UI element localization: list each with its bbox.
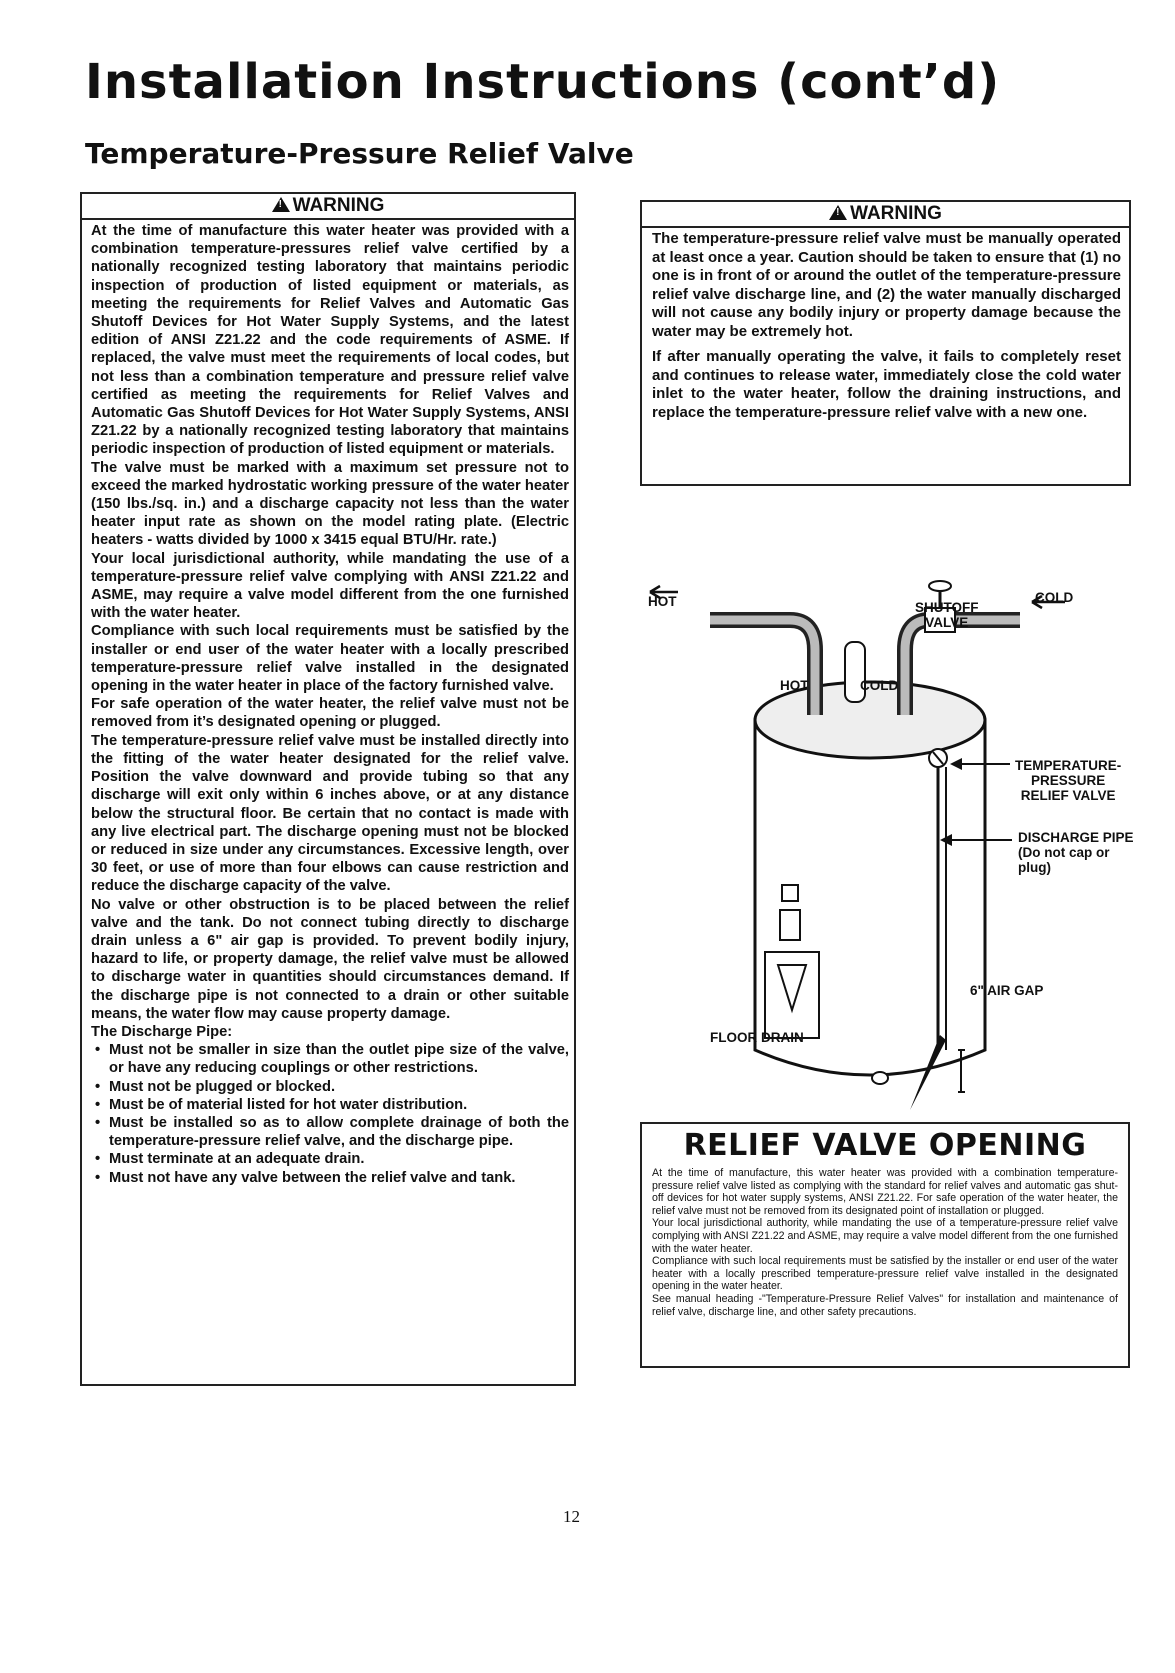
cold-label: COLD: [1035, 590, 1074, 605]
right-warning-heading: [642, 202, 1129, 228]
list-item: • Must not be smaller in size than the outlet pipe size of the valve, or have any reducing couplings or other restrictions.: [91, 1041, 569, 1077]
hot-label: HOT: [648, 594, 677, 609]
left-warning-heading: [82, 194, 574, 220]
discharge-pipe-list: [91, 1041, 569, 1187]
relief-valve-paragraph: At the time of manufacture, this water heater was provided with a combination temperature-pressure relief valve listed as complying with the standard for relief valves and automatic gas shut-off devices for hot water supply systems, ANSI Z21.22. For safe operation of the water heater, the relief valve must not be removed from its designated point of installation or plugged.: [652, 1167, 1118, 1217]
air-gap-label: 6" AIR GAP: [970, 983, 1044, 998]
right-warning-paragraph: The temperature-pressure relief valve must be manually operated at least once a year. Caution should be taken to ensure that (1) no one is in front of or around the outlet of the temperature-pressure relief valve discharge line, and (2) the water manually discharged will not cause any bodily injury or property damage because the water may be extremely hot.: [652, 230, 1121, 340]
left-warning-body: [82, 220, 574, 1191]
left-warning-paragraph: The valve must be marked with a maximum set pressure not to exceed the marked hydrostatic working pressure of the water heater (150 lbs./sq. in.) and a discharge capacity not less than the water heater input rate as shown on the model rating plate. (Electric heaters - watts divided by 1000 x 3415 equal BTU/Hr. rate.): [91, 459, 569, 549]
list-item: • Must not have any valve between the relief valve and tank.: [91, 1169, 569, 1187]
warning-icon: [272, 197, 290, 212]
left-warning-box: [80, 192, 576, 1386]
discharge-pipe-heading: The Discharge Pipe:: [91, 1023, 233, 1040]
thermostat-cover: [782, 885, 798, 901]
shutoff-valve-label: SHUTOFF VALVE: [915, 600, 979, 630]
relief-valve-body: [642, 1167, 1128, 1324]
left-warning-paragraph: No valve or other obstruction is to be placed between the relief valve and the tank. Do not connect tubing directly to discharge drain unless a 6" air gap is provided. To prevent bodily injury, hazard to life, or property damage, the relief valve must be allowed to discharge water in quantities should circumstances demand. If the discharge pipe is not connected to a drain or other suitable means, the water flow may cause property damage.: [91, 896, 569, 1022]
section-subtitle: Temperature-Pressure Relief Valve: [85, 137, 634, 170]
list-item: • Must terminate at an adequate drain.: [91, 1150, 569, 1168]
tank-top: [755, 682, 985, 758]
right-warning-paragraph: If after manually operating the valve, it fails to completely reset and continues to release water, immediately close the cold water inlet to the water heater, follow the draining instructions, and replace the temperature-pressure relief valve with a new one.: [652, 348, 1121, 421]
relief-valve-paragraph: See manual heading -"Temperature-Pressure Relief Valves" for installation and maintenance of relief valve, discharge line, and other safety precautions.: [652, 1292, 1118, 1318]
gas-control: [780, 910, 800, 940]
right-warning-body: [642, 228, 1129, 435]
shutoff-valve-handle: [929, 581, 951, 591]
left-warning-paragraph: Your local jurisdictional authority, while mandating the use of a temperature-pressure relief valve complying with ANSI Z21.22 and ASME, may require a valve model different from the one furnished with the water heater.: [91, 550, 569, 622]
left-warning-paragraph: The temperature-pressure relief valve must be installed directly into the fitting of the water heater designated for the relief valve. Position the valve downward and provide tubing so that any discharge will exit only within 6 inches above, or at any distance below the structural floor. Be certain that no contact is made with any live electrical part. The discharge opening must not be blocked or reduced in size under any circumstances. Excessive length, over 30 feet, or use of more than four elbows can cause restriction and reduce the discharge capacity of the valve.: [91, 732, 569, 895]
right-warning-heading-text: WARNING: [850, 203, 942, 224]
relief-valve-box: [640, 1122, 1130, 1368]
tank-cold-label: COLD: [860, 678, 899, 693]
right-warning-box: [640, 200, 1131, 486]
list-item: • Must be of material listed for hot water distribution.: [91, 1096, 569, 1114]
left-warning-paragraph: Compliance with such local requirements must be satisfied by the installer or end user of the water heater with a locally prescribed temperature-pressure relief valve installed in the designated opening in the water heater in place of the factory furnished valve.: [91, 623, 569, 695]
left-warning-paragraph: At the time of manufacture this water heater was provided with a combination temperature-pressures relief valve certified by a nationally recognized testing laboratory that maintains periodic inspection of production of listed equipment or materials, as meeting the requirements for Relief Valves and Automatic Gas Shutoff Devices for Hot Water Supply Systems, and the latest edition of ANSI Z21.22 and the code requirements of ASME. If replaced, the valve must meet the requirements of local codes, but not less than a combination temperature and pressure relief valve certified as meeting the requirements for Relief Valves and Automatic Gas Shutoff Devices for Hot Water Supply Systems, ANSI Z21.22 by a nationally recognized testing laboratory that maintains periodic inspection of production of listed equipment or materials.: [91, 223, 569, 458]
relief-valve-paragraph: Compliance with such local requirements must be satisfied by the installer or end user of the water heater with a locally prescribed temperature-pressure relief valve installed in the designated opening in the water heater.: [652, 1255, 1118, 1293]
floor-drain-label: FLOOR DRAIN: [710, 1030, 804, 1045]
relief-valve-title: RELIEF VALVE OPENING: [683, 1128, 1087, 1163]
left-warning-heading-text: WARNING: [292, 195, 385, 216]
list-item: • Must be installed so as to allow complete drainage of both the temperature-pressure relief valve, and the discharge pipe.: [91, 1114, 569, 1150]
page-number: 12: [563, 1507, 580, 1526]
relief-valve-paragraph: Your local jurisdictional authority, while mandating the use of a temperature-pressure relief valve complying with ANSI Z21.22 and ASME, may require a valve model different from the one furnished with the water heater.: [652, 1217, 1118, 1255]
tp-valve-label: TEMPERATURE- PRESSURE RELIEF VALVE: [1015, 758, 1122, 803]
list-item: • Must not be plugged or blocked.: [91, 1078, 569, 1096]
page-title: Installation Instructions (cont’d): [85, 54, 1001, 110]
left-warning-paragraph: For safe operation of the water heater, the relief valve must not be removed from it’s designated opening or plugged.: [91, 696, 569, 731]
warning-icon: [829, 205, 847, 220]
discharge-pipe-label: DISCHARGE PIPE (Do not cap or plug): [1018, 830, 1134, 875]
tank-hot-label: HOT: [780, 678, 809, 693]
water-heater-diagram: [640, 580, 1140, 1120]
